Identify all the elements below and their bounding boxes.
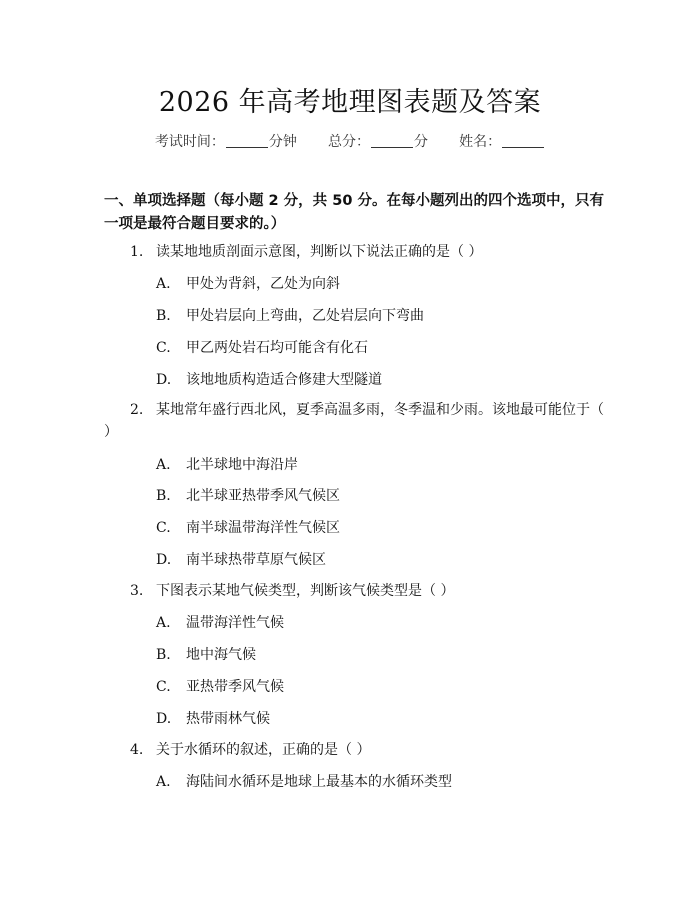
option-item — [156, 338, 368, 358]
option-text: 亚热带季风气候 — [186, 679, 284, 695]
question-number: 4. — [130, 742, 144, 758]
option-text: 北半球地中海沿岸 — [186, 457, 298, 473]
option-text: 温带海洋性气候 — [186, 615, 284, 631]
option-letter: A. — [156, 457, 171, 473]
question-number: 3. — [130, 583, 144, 599]
question-stem — [104, 580, 604, 602]
option-text: 南半球热带草原气候区 — [186, 552, 326, 568]
score-unit: 分 — [414, 134, 428, 150]
question-stem — [104, 739, 604, 761]
option-item — [156, 518, 340, 538]
option-letter: A. — [156, 615, 171, 631]
score-blank — [371, 133, 413, 148]
question-text: 下图表示某地气候类型，判断该气候类型是（ ） — [156, 583, 455, 599]
option-letter: C. — [156, 520, 171, 536]
question-number: 1. — [130, 244, 144, 260]
option-letter: B. — [156, 488, 171, 504]
option-text: 甲乙两处岩石均可能含有化石 — [186, 340, 368, 356]
option-text: 北半球亚热带季风气候区 — [186, 488, 340, 504]
time-label: 考试时间： — [154, 134, 225, 150]
section-heading: 一、单项选择题（每小题 2 分，共 50 分。在每小题列出的四个选项中，只有一项是最符合题目要求的。） — [104, 193, 604, 232]
option-item — [156, 550, 326, 570]
option-letter: C. — [156, 679, 171, 695]
option-item — [156, 306, 424, 326]
exam-title: 2026 年高考地理图表题及答案 — [158, 87, 542, 118]
option-text: 该地地质构造适合修建大型隧道 — [186, 372, 382, 388]
question-text: 读某地地质剖面示意图，判断以下说法正确的是（ ） — [156, 244, 483, 260]
option-letter: C. — [156, 340, 171, 356]
option-letter: D. — [156, 552, 172, 568]
option-text: 海陆间水循环是地球上最基本的水循环类型 — [186, 774, 452, 790]
option-text: 南半球温带海洋性气候区 — [186, 520, 340, 536]
question-text: 某地常年盛行西北风，夏季高温多雨，冬季温和少雨。该地最可能位于（ ） — [104, 402, 604, 440]
option-letter: D. — [156, 711, 172, 727]
option-item — [156, 613, 284, 633]
option-item — [156, 677, 284, 697]
option-text: 甲处岩层向上弯曲，乙处岩层向下弯曲 — [186, 308, 424, 324]
name-blank — [502, 133, 544, 148]
option-letter: A. — [156, 276, 171, 292]
name-label: 姓名： — [459, 134, 502, 150]
option-text: 地中海气候 — [186, 647, 256, 663]
exam-meta-line — [0, 131, 700, 151]
time-blank — [226, 133, 268, 148]
option-item — [156, 709, 270, 729]
option-text: 热带雨林气候 — [186, 711, 270, 727]
option-item — [156, 486, 340, 506]
question-number: 2. — [130, 402, 144, 418]
option-item — [156, 455, 298, 475]
option-letter: B. — [156, 647, 171, 663]
option-item — [156, 772, 452, 792]
question-stem — [104, 241, 604, 263]
option-item — [156, 370, 382, 390]
option-letter: B. — [156, 308, 171, 324]
option-letter: A. — [156, 774, 171, 790]
question-stem — [104, 399, 604, 443]
question-text: 关于水循环的叙述，正确的是（ ） — [156, 742, 371, 758]
time-unit: 分钟 — [268, 134, 297, 150]
option-text: 甲处为背斜，乙处为向斜 — [186, 276, 340, 292]
option-item — [156, 274, 340, 294]
option-letter: D. — [156, 372, 172, 388]
score-label: 总分： — [328, 134, 370, 150]
option-item — [156, 645, 256, 665]
